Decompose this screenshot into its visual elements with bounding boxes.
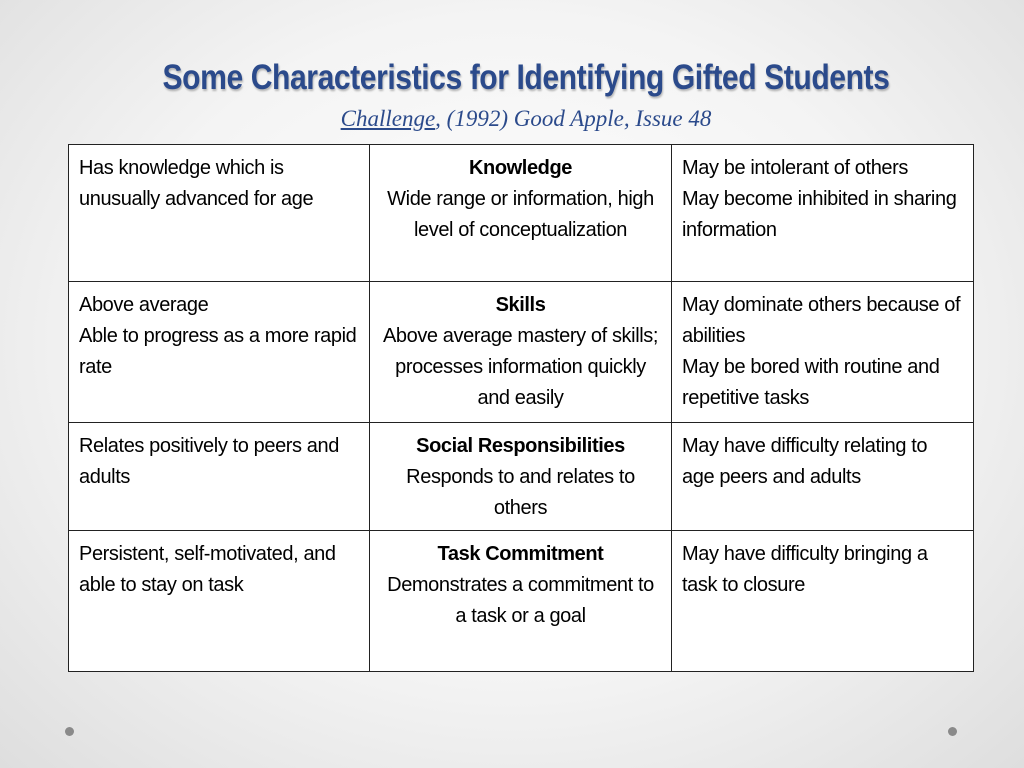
category-description: Responds to and relates to others [406,466,635,519]
trait-text: Above average Able to progress as a more rapid rate [79,294,357,378]
left-slide-dot [65,727,74,736]
slide-title: Some Characteristics for Identifying Gifted Students [162,58,890,97]
right-slide-dot [948,727,957,736]
category-heading: Skills [495,294,546,316]
trait-text: Persistent, self-motivated, and able to stay on task [79,543,336,596]
reference-title: Challenge [340,106,436,131]
trait-text: Relates positively to peers and adults [79,435,339,488]
table-row [69,145,974,282]
table-row [69,282,974,423]
category-description: Demonstrates a commitment to a task or a goal [387,574,654,627]
category-heading: Knowledge [468,157,573,179]
reference-details: , (1992) Good Apple, Issue 48 [435,106,712,131]
concern-text: May have difficulty bringing a task to closure [682,543,928,596]
table-cell-concern [672,531,974,672]
table-cell-category [370,282,672,423]
table-row [69,423,974,531]
concern-text: May be intolerant of others May become inhibited in sharing information [682,157,957,241]
table-cell-concern [672,145,974,282]
table-cell-trait [69,423,370,531]
concern-text: May have difficulty relating to age peers and adults [682,435,928,488]
slide-subtitle [0,106,1024,132]
table-cell-concern [672,282,974,423]
category-heading: Task Commitment [437,543,604,565]
characteristics-table [68,144,974,672]
table-cell-category [370,531,672,672]
trait-text: Has knowledge which is unusually advanced for age [79,157,314,210]
category-heading: Social Responsibilities [416,435,625,457]
category-description: Wide range or information, high level of conceptualization [387,188,654,241]
concern-text: May dominate others because of abilities May be bored with routine and repetitive tasks [682,294,961,409]
table-cell-trait [69,531,370,672]
table-cell-category [370,423,672,531]
table-cell-category [370,145,672,282]
table-cell-trait [69,282,370,423]
table-cell-trait [69,145,370,282]
category-description: Above average mastery of skills; processes information quickly and easily [382,325,659,409]
table-cell-concern [672,423,974,531]
table-row [69,531,974,672]
